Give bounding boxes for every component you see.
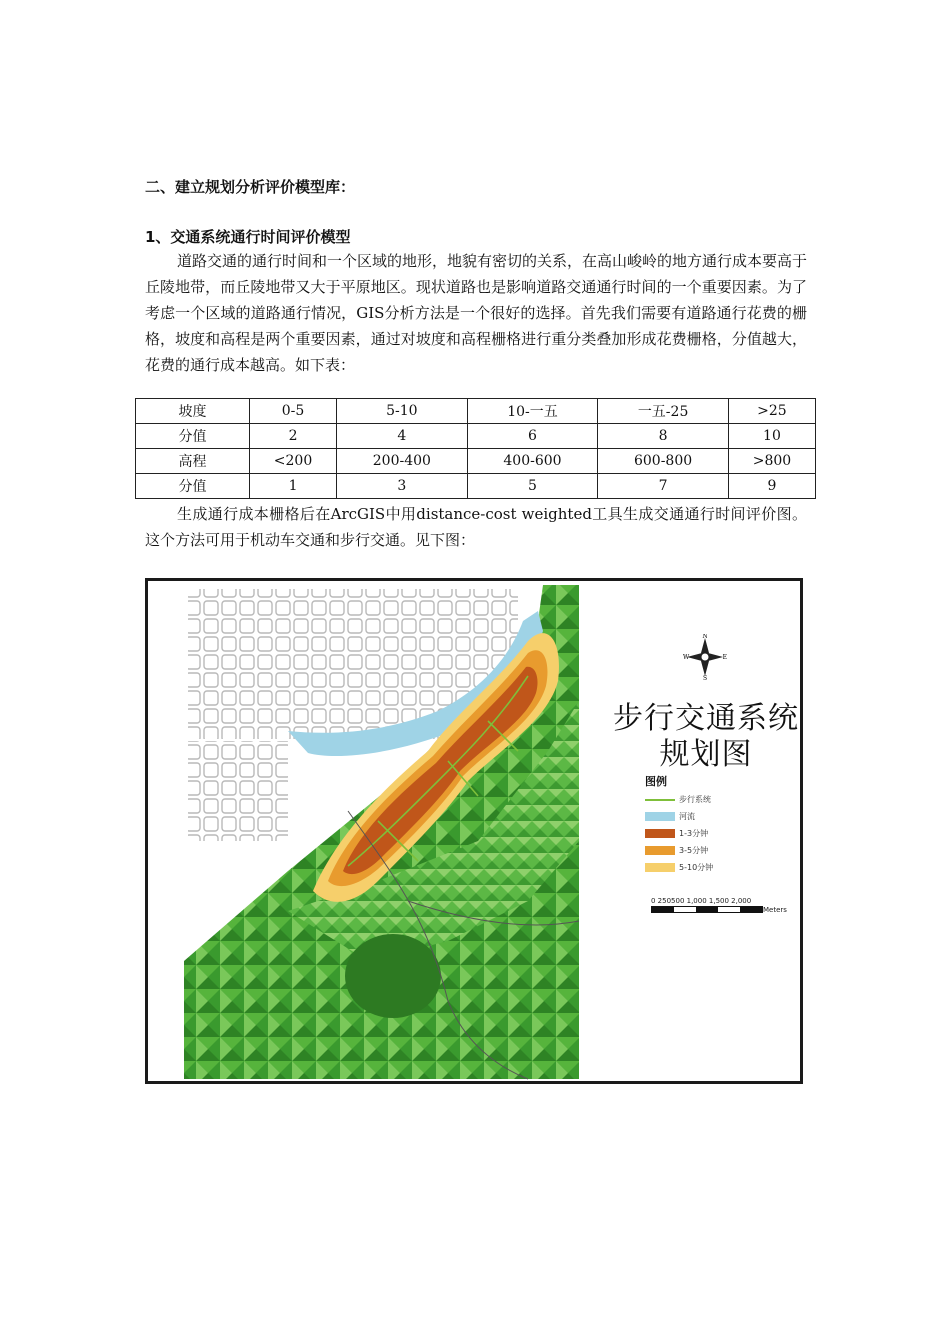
- map-title-line2: 规划图: [659, 737, 753, 772]
- compass-e: E: [722, 654, 727, 661]
- legend-item: [645, 859, 713, 876]
- table-cell: 1: [250, 474, 337, 499]
- table-row-label: 分值: [136, 424, 250, 449]
- subsection-heading: 1、交通系统通行时间评价模型: [145, 228, 351, 246]
- table-cell: >25: [728, 399, 815, 424]
- table-row-label: 分值: [136, 474, 250, 499]
- intro-paragraph: 道路交通的通行时间和一个区域的地形，地貌有密切的关系，在高山峻岭的地方通行成本要高于丘陵地带，而丘陵地带又大于平原地区。现状道路也是影响道路交通通行时间的一个重要因素。为了考虑一个区域的道路通行情况，GIS分析方法是一个很好的选择。首先我们需要有道路通行花费的栅格，坡度和高程是两个重要因素，通过对坡度和高程栅格进行重分类叠加形成花费栅格，分值越大，花费的通行成本越高。如下表：: [145, 252, 808, 374]
- compass-n: N: [702, 634, 708, 640]
- score-table: [135, 398, 816, 499]
- table-cell: 一五-25: [598, 399, 729, 424]
- legend-swatch: [645, 863, 675, 872]
- table-cell: >800: [728, 449, 815, 474]
- legend-item: [645, 808, 713, 825]
- map-legend: [645, 791, 713, 876]
- compass-s: S: [702, 675, 708, 680]
- compass-icon: [683, 634, 727, 680]
- legend-swatch: [645, 799, 675, 801]
- legend-label: 步行系统: [679, 795, 711, 804]
- table-cell: 8: [598, 424, 729, 449]
- table-cell: 6: [467, 424, 598, 449]
- table-cell: 4: [337, 424, 468, 449]
- scale-unit: Meters: [763, 906, 787, 914]
- table-cell: 10: [728, 424, 815, 449]
- table-cell: 5-10: [337, 399, 468, 424]
- table-cell: 10-一五: [467, 399, 598, 424]
- table-row: [136, 424, 816, 449]
- street-grid-west: [188, 741, 288, 841]
- legend-label: 1-3分钟: [679, 829, 709, 838]
- legend-item: [645, 842, 713, 859]
- table-row: [136, 449, 816, 474]
- section-heading: 二、建立规划分析评价模型库：: [145, 178, 356, 196]
- table-cell: <200: [250, 449, 337, 474]
- table-cell: 9: [728, 474, 815, 499]
- table-row: [136, 399, 816, 424]
- map-title: [606, 701, 803, 773]
- legend-swatch: [645, 846, 675, 855]
- table-cell: 0-5: [250, 399, 337, 424]
- legend-title: 图例: [645, 775, 667, 788]
- table-cell: 200-400: [337, 449, 468, 474]
- legend-swatch: [645, 829, 675, 838]
- table-cell: 3: [337, 474, 468, 499]
- scale-bar-graphic: [651, 906, 763, 913]
- scale-numbers: 0 250500 1,000 1,500 2,000: [651, 897, 752, 905]
- walking-system-map: [145, 578, 803, 1084]
- legend-swatch: [645, 812, 675, 821]
- hill-cluster: [345, 934, 441, 1018]
- legend-label: 河流: [679, 812, 695, 821]
- legend-label: 5-10分钟: [679, 863, 714, 872]
- map-title-line1: 步行交通系统: [613, 701, 799, 736]
- table-cell: 400-600: [467, 449, 598, 474]
- table-cell: 5: [467, 474, 598, 499]
- table-cell: 7: [598, 474, 729, 499]
- table-row-label: 高程: [136, 449, 250, 474]
- table-row-label: 坡度: [136, 399, 250, 424]
- table-cell: 600-800: [598, 449, 729, 474]
- scale-bar: [651, 897, 787, 914]
- legend-label: 3-5分钟: [679, 846, 709, 855]
- table-row: [136, 474, 816, 499]
- method-paragraph: 生成通行成本栅格后在ArcGIS中用distance-cost weighted工具生成交通通行时间评价图。这个方法可用于机动车交通和步行交通。见下图：: [145, 505, 807, 549]
- legend-item: [645, 825, 713, 842]
- table-cell: 2: [250, 424, 337, 449]
- legend-item: [645, 791, 713, 808]
- compass-w: W: [683, 654, 690, 661]
